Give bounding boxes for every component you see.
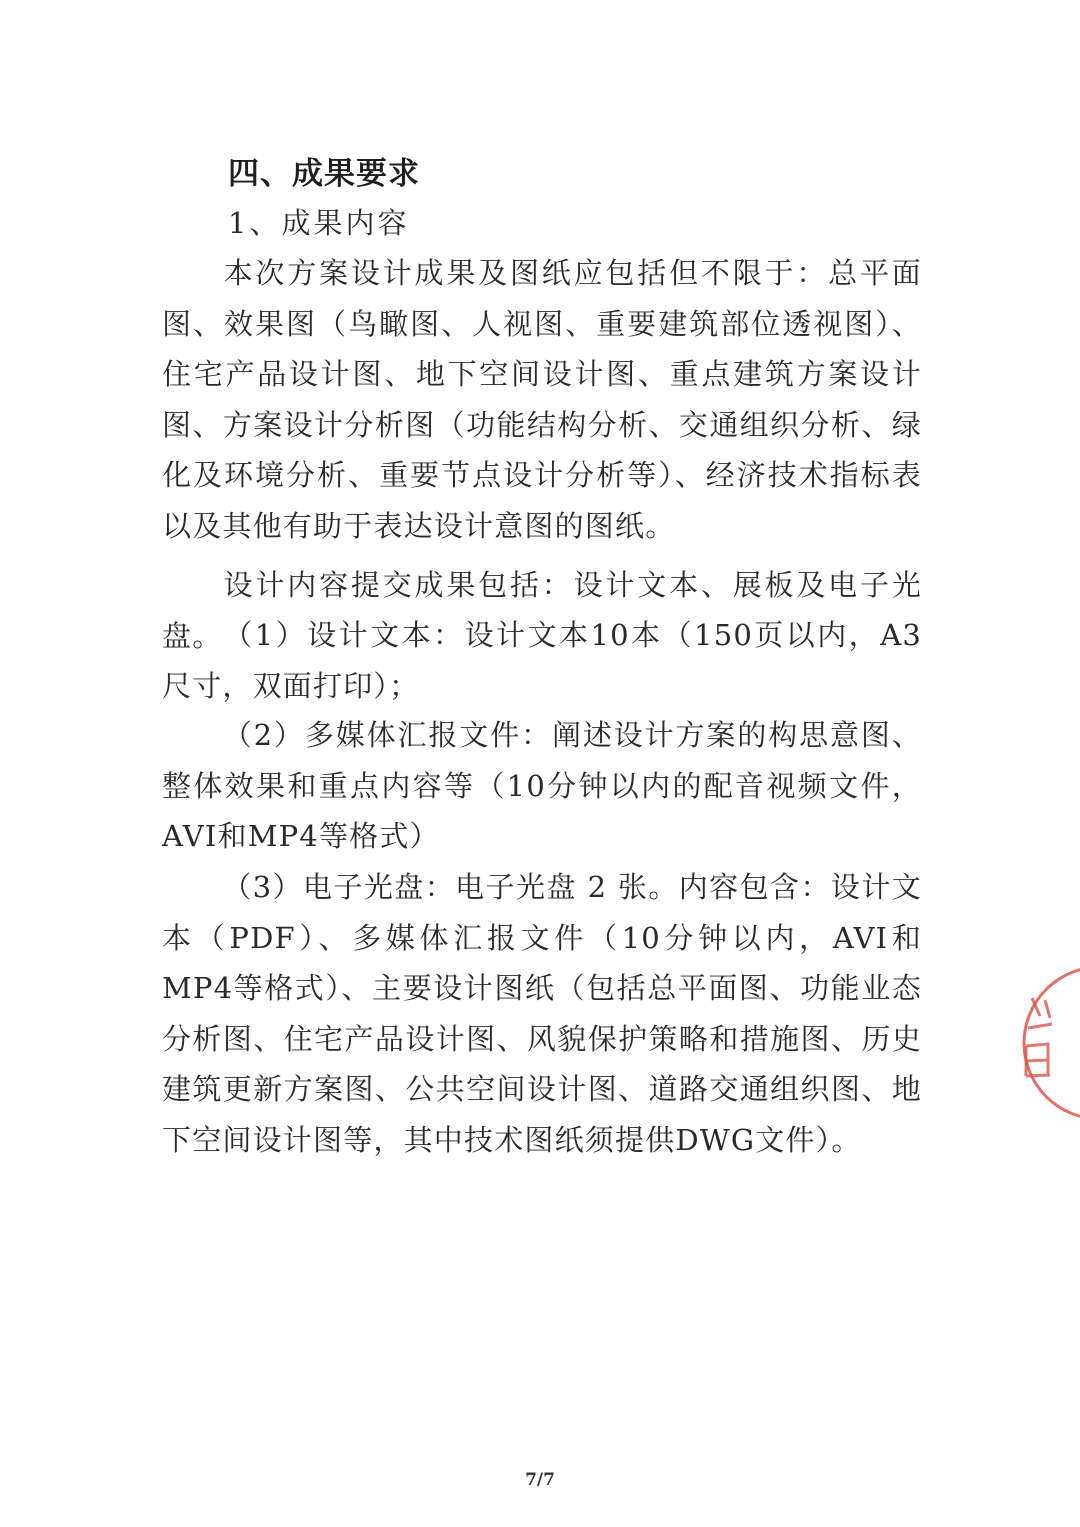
paragraph-multimedia-text: （2）多媒体汇报文件：阐述设计方案的构思意图、整体效果和重点内容等（10分钟以内的配音视频文件，AVI和MP4等格式） — [162, 718, 922, 853]
paragraph-disc-text: （3）电子光盘：电子光盘 2 张。内容包含：设计文本（PDF）、多媒体汇报文件（10分钟以内，AVI和MP4等格式）、主要设计图纸（包括总平面图、功能业态分析图、住宅产品设计图、风貌保护策略和措施图、历史建筑更新方案图、公共空间设计图、道路交通组织图、地下空间设计图等，其中技术图纸须提供DWG文件）。 — [162, 870, 922, 1157]
paragraph-design-text-text: （1）设计文本：设计文本10本（150页以内，A3尺寸，双面打印）； — [162, 618, 922, 703]
paragraph-design-text — [162, 610, 922, 711]
paragraph-deliverables-text: 设计内容提交成果包括：设计文本、展板及电子光盘。 — [162, 568, 922, 653]
section-title: 四、成果要求 — [228, 156, 420, 192]
paragraph-disc — [162, 862, 922, 1165]
paragraph-drawings — [162, 248, 922, 551]
page-number: 7/7 — [525, 1470, 555, 1490]
subsection-title: 1、成果内容 — [228, 206, 410, 240]
paragraph-multimedia — [162, 710, 922, 862]
paragraph-drawings-text: 本次方案设计成果及图纸应包括但不限于：总平面图、效果图（鸟瞰图、人视图、重要建筑部位透视图）、住宅产品设计图、地下空间设计图、重点建筑方案设计图、方案设计分析图（功能结构分析、交通组织分析、绿化及环境分析、重要节点设计分析等）、经济技术指标表以及其他有助于表达设计意图的图纸。 — [162, 256, 922, 543]
red-seal-stamp — [990, 958, 1080, 1128]
